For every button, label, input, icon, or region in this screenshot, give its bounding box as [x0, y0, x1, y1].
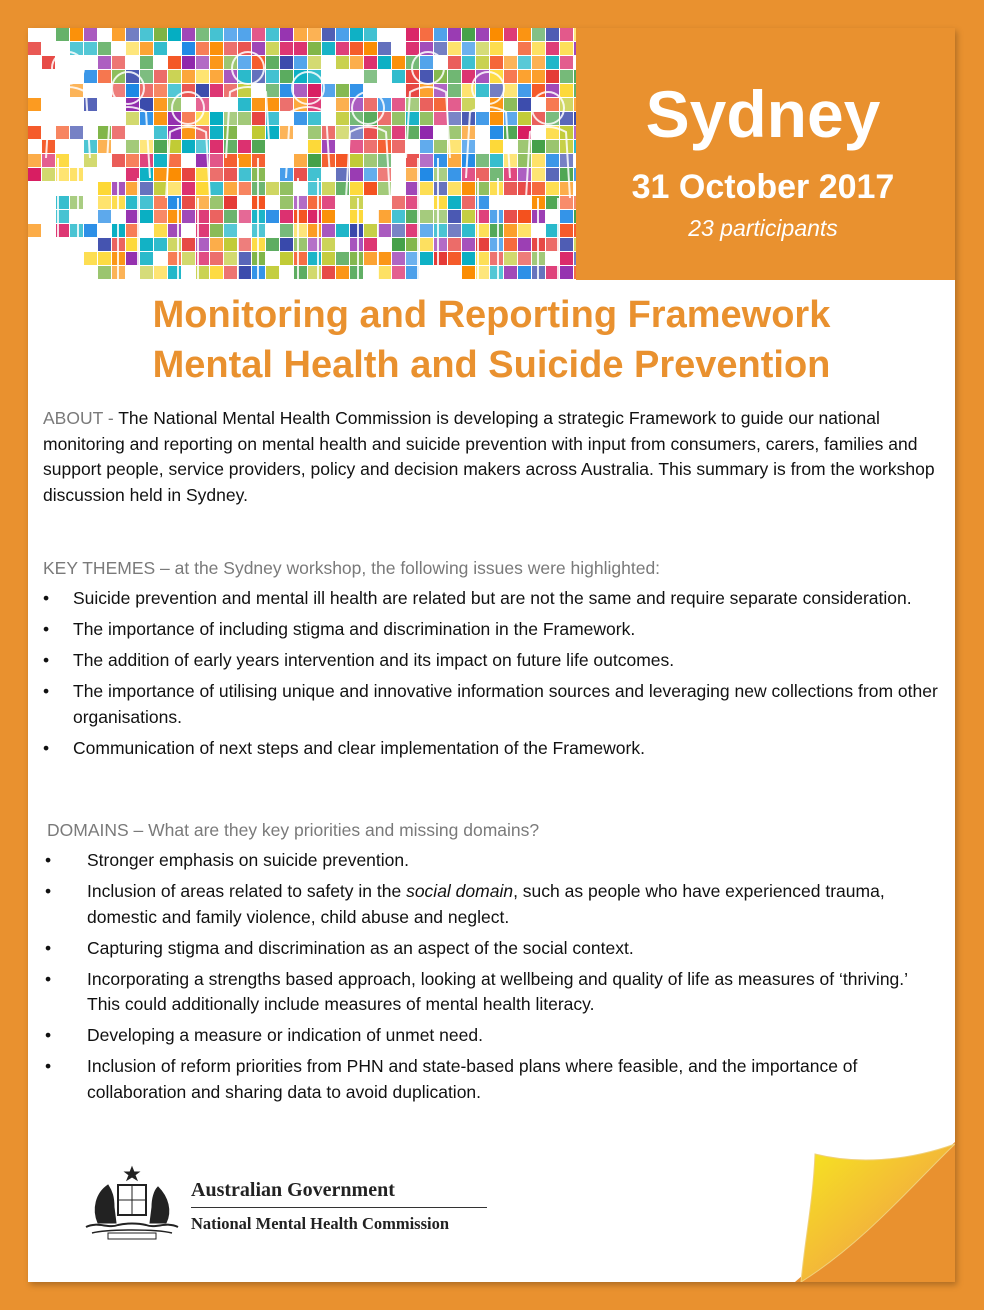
bullet-marker: •: [45, 1056, 52, 1076]
bullet-marker: •: [45, 850, 52, 870]
title-line-2: Mental Health and Suicide Prevention: [152, 344, 831, 386]
about-paragraph: [43, 406, 943, 508]
logo-line-2: National Mental Health Commission: [191, 1214, 450, 1233]
bullet-marker: •: [45, 937, 52, 958]
domains-heading: DOMAINS – What are they key priorities and missing domains?: [47, 820, 540, 840]
bullet-marker: •: [43, 619, 50, 639]
bullet-marker: •: [43, 681, 50, 701]
list-item: • Capturing stigma and discrimination as an aspect of the social context.: [43, 936, 943, 962]
event-date: 31 October 2017: [631, 168, 895, 206]
bullet-marker: •: [43, 588, 50, 608]
government-logo: [78, 1163, 498, 1243]
emphasis-social-domain: social domain: [406, 881, 514, 901]
bullet-marker: •: [45, 968, 52, 989]
mosaic-banner-image: [28, 28, 576, 280]
logo-line-1: Australian Government: [191, 1179, 395, 1201]
city-title: Sydney: [645, 77, 881, 151]
page-curl-decoration: [795, 1142, 955, 1282]
bullet-marker: •: [43, 737, 50, 758]
logo-divider: [191, 1207, 487, 1208]
list-item: • The importance of including stigma and discrimination in the Framework.: [43, 617, 943, 643]
list-item: • Communication of next steps and clear implementation of the Framework.: [43, 736, 943, 762]
bullet-marker: •: [45, 1025, 52, 1045]
bullet-marker: •: [43, 650, 50, 670]
list-item: • The addition of early years intervention and its impact on future life outcomes.: [43, 648, 943, 674]
document-page: [28, 28, 955, 1282]
list-item: • Developing a measure or indication of unmet need.: [43, 1023, 943, 1049]
list-item: • Suicide prevention and mental ill health are related but are not the same and require separate consideration.: [43, 586, 943, 612]
list-item: • Stronger emphasis on suicide prevention.: [43, 848, 943, 874]
about-text: The National Mental Health Commission is developing a strategic Framework to guide our national monitoring and reporting on mental health and suicide prevention with input from consumers, carers, families and support people, service providers, policy and decision makers across Australia. This summary is from the workshop discussion held in Sydney.: [43, 408, 935, 505]
page-title: [28, 290, 955, 390]
list-item: • The importance of utilising unique and innovative information sources and leveraging new collections from other organisations.: [43, 681, 938, 727]
key-themes-heading: KEY THEMES – at the Sydney workshop, the following issues were highlighted:: [43, 558, 661, 578]
domains-list: [43, 848, 943, 1111]
list-item: • Inclusion of areas related to safety in the social domain, such as people who have experienced trauma, domestic and family violence, child abuse and neglect.: [45, 881, 885, 927]
title-line-1: Monitoring and Reporting Framework: [152, 294, 831, 336]
key-themes-list: [43, 586, 943, 767]
about-label: ABOUT -: [43, 408, 119, 428]
list-item: • Incorporating a strengths based approach, looking at wellbeing and quality of life as measures of ‘thriving.’ This could additionally include measures of mental health literacy.: [45, 968, 908, 1014]
participant-count: 23 participants: [688, 215, 838, 241]
header-band: [28, 28, 955, 280]
list-item: • Inclusion of reform priorities from PHN and state-based plans where feasible, and the importance of collaboration and sharing data to avoid duplication.: [45, 1056, 858, 1102]
coat-of-arms-icon: [78, 1163, 186, 1243]
bullet-marker: •: [45, 881, 52, 901]
